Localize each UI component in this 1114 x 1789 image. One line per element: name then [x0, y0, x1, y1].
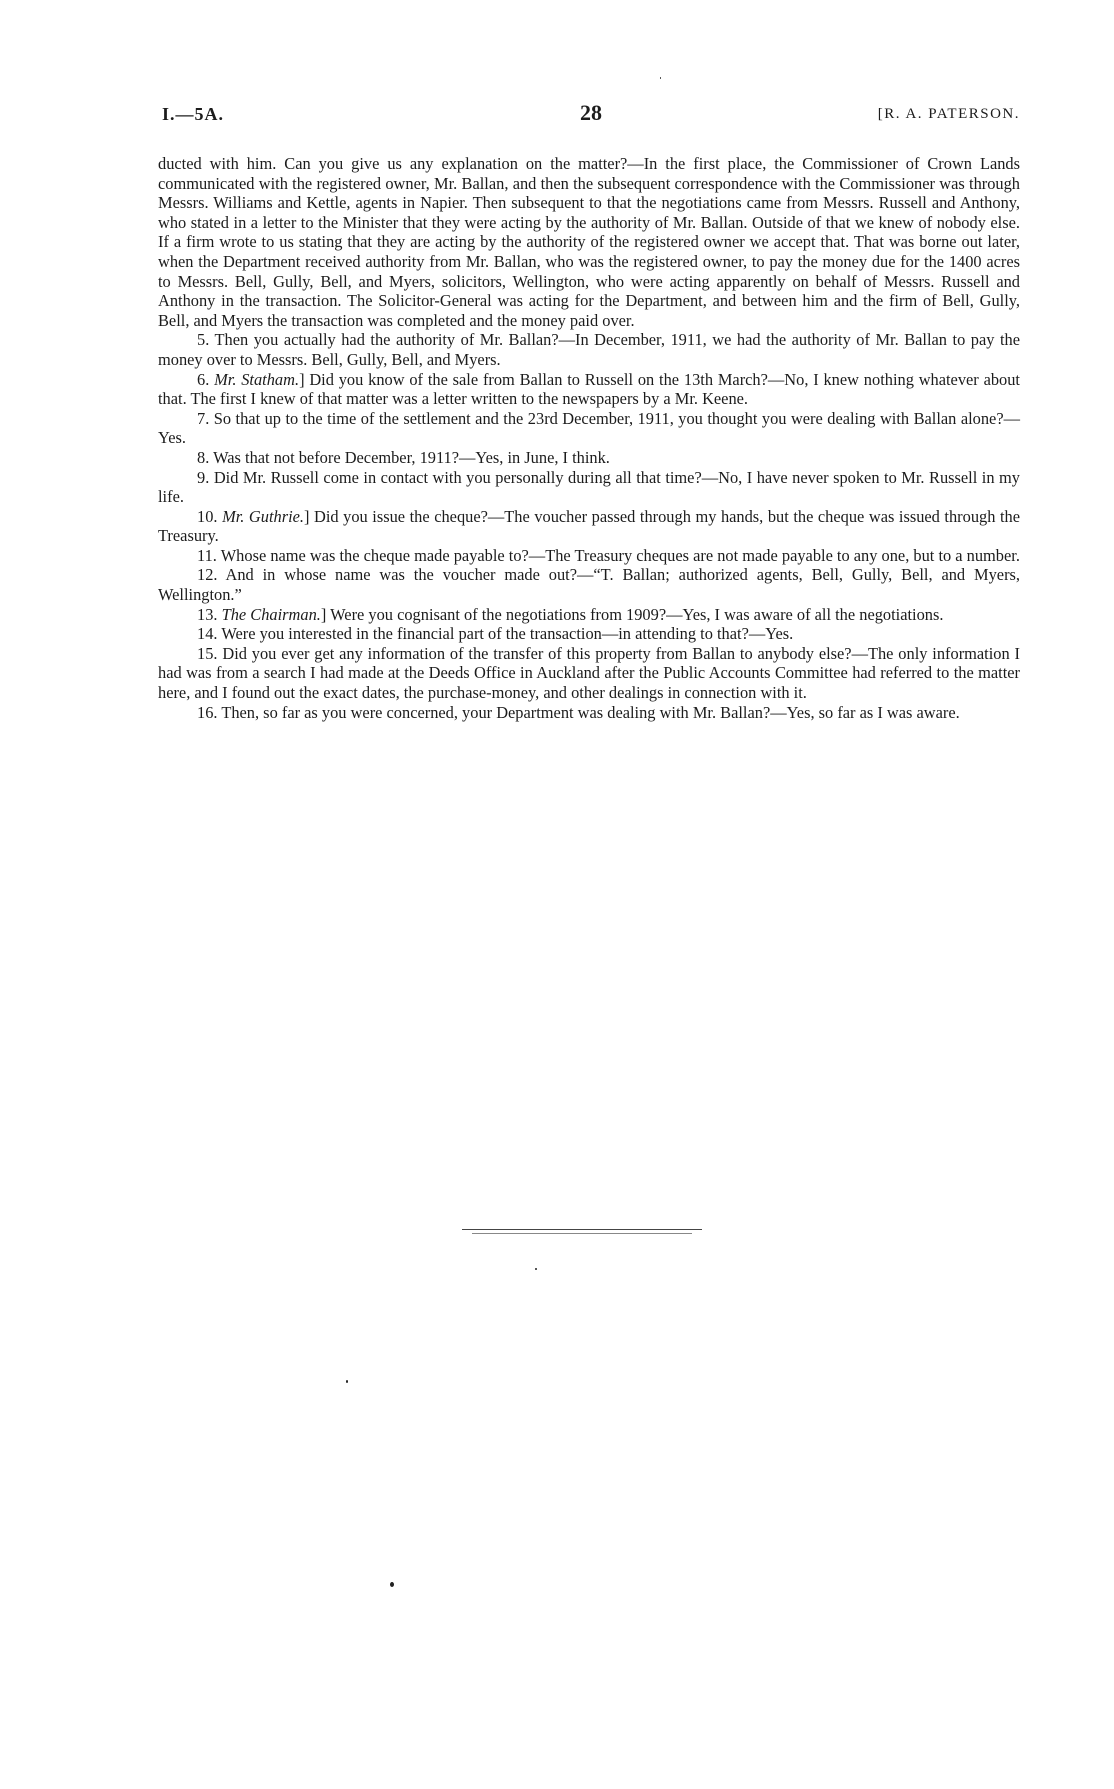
question-number: 14.	[197, 624, 218, 644]
question-7	[158, 409, 1020, 448]
question-text: ] Were you cognisant of the negotiations from 1909?—Yes, I was aware of all the negotiations.	[320, 604, 944, 624]
evidence-text	[158, 154, 1020, 722]
paragraph-continuation	[158, 154, 1020, 330]
page-number: 28	[580, 100, 602, 125]
question-text: ] Did you know of the sale from Ballan to Russell on the 13th March?—No, I knew nothing whatever about that. The first I knew of that matter was a letter written to the newspapers by a Mr. Keene.	[158, 369, 1020, 409]
question-5	[158, 330, 1020, 369]
scan-speck	[660, 77, 661, 79]
end-divider-rule-secondary	[472, 1233, 692, 1234]
question-6	[158, 370, 1020, 409]
question-text: Did Mr. Russell come in contact with you personally during all that time?—No, I have never spoken to Mr. Russell in my life.	[158, 467, 1020, 507]
question-9	[158, 468, 1020, 507]
end-divider-rule	[462, 1229, 702, 1230]
question-text: So that up to the time of the settlement and the 23rd December, 1911, you thought you were dealing with Ballan alone?—Yes.	[158, 408, 1020, 448]
question-number: 13.	[197, 604, 218, 624]
question-text: ] Did you issue the cheque?—The voucher passed through my hands, but the cheque was issued through the Treasury.	[158, 506, 1020, 546]
speaker-name: Mr. Statham.	[214, 369, 300, 389]
question-text: Was that not before December, 1911?—Yes, in June, I think.	[213, 447, 610, 467]
question-12	[158, 565, 1020, 604]
question-text: Did you ever get any information of the transfer of this property from Ballan to anybody else?—The only information I had was from a search I had made at the Deeds Office in Auckland after the Public Accounts Committee had referred to the matter here, and I found out the exact dates, the purchase-money, and other dealings in connection with it.	[158, 643, 1020, 703]
question-16	[158, 703, 1020, 723]
question-8	[158, 448, 1020, 468]
question-number: 12.	[197, 565, 218, 585]
document-reference: I.—5A.	[162, 104, 225, 124]
witness-name: [R. A. PATERSON.	[877, 106, 1020, 122]
question-10	[158, 507, 1020, 546]
scan-speck	[535, 1268, 537, 1270]
question-text: Were you interested in the financial part of the transaction—in attending to that?—Yes.	[221, 624, 794, 644]
paragraph-text: ducted with him. Can you give us any explanation on the matter?—In the first place, the Commissioner of Crown Lands communicated with the registered owner, Mr. Ballan, and then the subsequent correspondence with the Commissioner was through Messrs. Williams and Kettle, agents in Napier. Then subsequent to that the negotiations came from Messrs. Russell and Anthony, who stated in a letter to the Minister that they were acting by the authority of Mr. Ballan. Outside of that we knew of nobody else. If a firm wrote to us stating that they are acting by the authority of the registered owner we accept that. That was borne out later, when the Department received authority from Mr. Ballan, who was the registered owner, to pay the money due for the 1400 acres to Messrs. Bell, Gully, Bell, and Myers, solicitors, Wellington, who were acting apparently on behalf of Messrs. Russell and Anthony in the transaction. The Solicitor-General was acting for the Department, and between him and the firm of Bell, Gully, Bell, and Myers the transaction was completed and the money paid over.	[158, 154, 1020, 330]
question-text: Whose name was the cheque made payable to?—The Treasury cheques are not made payable to any one, but to a number.	[220, 545, 1020, 565]
scan-speck	[346, 1380, 348, 1383]
question-11	[158, 546, 1020, 566]
question-number: 5.	[197, 330, 210, 350]
question-text: And in whose name was the voucher made out?—“T. Ballan; authorized agents, Bell, Gully, Bell, and Myers, Wellington.”	[158, 565, 1021, 605]
question-number: 15.	[197, 643, 218, 663]
question-number: 9.	[197, 467, 210, 487]
question-15	[158, 644, 1020, 703]
question-number: 8.	[197, 447, 210, 467]
question-number: 10.	[197, 506, 218, 526]
question-number: 6.	[197, 369, 210, 389]
question-text: Then you actually had the authority of Mr. Ballan?—In December, 1911, we had the authority of Mr. Ballan to pay the money over to Messrs. Bell, Gully, Bell, and Myers.	[158, 330, 1020, 369]
question-number: 16.	[197, 702, 218, 722]
question-text: Then, so far as you were concerned, your Department was dealing with Mr. Ballan?—Yes, so far as I was aware.	[221, 702, 960, 722]
scan-speck	[390, 1582, 394, 1587]
question-number: 7.	[197, 408, 210, 428]
speaker-name: Mr. Guthrie.	[222, 506, 305, 526]
speaker-name: The Chairman.	[221, 604, 321, 624]
question-14	[158, 624, 1020, 644]
question-number: 11.	[197, 545, 217, 565]
question-13	[158, 605, 1020, 625]
page-header	[162, 100, 1020, 130]
